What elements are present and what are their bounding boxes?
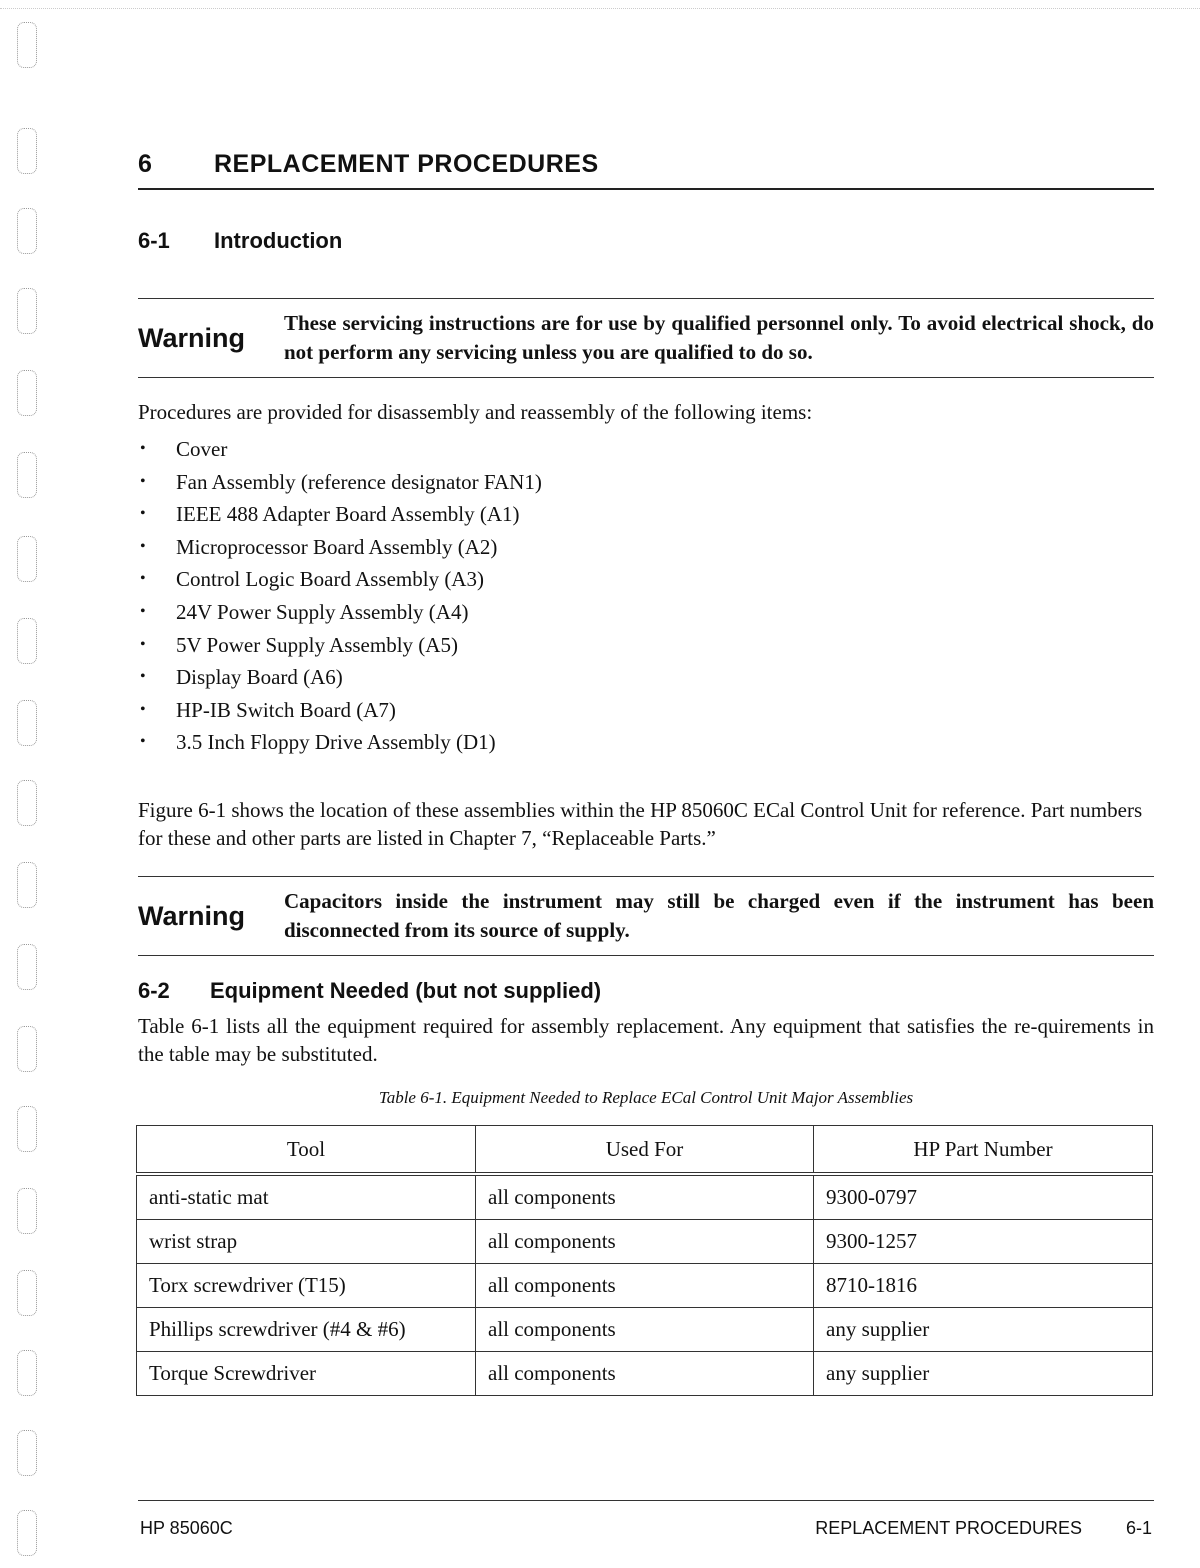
binder-hole: [17, 1188, 37, 1234]
footer-right: [815, 1518, 1152, 1539]
table-caption: Table 6-1. Equipment Needed to Replace ECal Control Unit Major Assemblies: [378, 1088, 914, 1107]
list-item: [138, 694, 1154, 727]
cell-tool: wrist strap: [137, 1220, 476, 1264]
table-row: [137, 1264, 1153, 1308]
scan-edge: [0, 8, 1200, 9]
page-number: 6-1: [1125, 1518, 1152, 1538]
binder-hole: [17, 700, 37, 746]
binder-hole: [17, 1350, 37, 1396]
cell-part-number: any supplier: [814, 1308, 1153, 1352]
bullet-icon: •: [140, 733, 146, 751]
cell-used-for: all components: [476, 1220, 814, 1264]
table-row: [137, 1174, 1153, 1220]
intro-paragraph: Procedures are provided for disassembly and reassembly of the following items:: [138, 400, 813, 424]
bullet-icon: •: [140, 635, 146, 653]
binder-hole: [17, 1270, 37, 1316]
binder-hole: [17, 1026, 37, 1072]
binder-hole: [17, 128, 37, 174]
table-row: [137, 1308, 1153, 1352]
binder-hole: [17, 1430, 37, 1476]
bullet-icon: •: [140, 537, 146, 555]
binder-hole: [17, 370, 37, 416]
warning-label: Warning: [138, 900, 245, 931]
bullet-icon: •: [140, 505, 146, 523]
binder-hole: [17, 862, 37, 908]
list-item-text: Control Logic Board Assembly (A3): [176, 567, 484, 592]
list-item: [138, 563, 1154, 596]
cell-used-for: all components: [476, 1264, 814, 1308]
cell-tool: Torx screwdriver (T15): [137, 1264, 476, 1308]
binder-hole: [17, 618, 37, 664]
list-item-text: Microprocessor Board Assembly (A2): [176, 534, 498, 559]
bullet-icon: •: [140, 602, 146, 620]
table-header-row: [137, 1126, 1153, 1175]
section-heading-equipment: [138, 978, 1154, 1004]
list-item: [138, 661, 1154, 694]
chapter-heading: [138, 150, 1154, 179]
section-title: Introduction: [214, 228, 343, 253]
list-item-text: 3.5 Inch Floppy Drive Assembly (D1): [176, 730, 496, 755]
section-number: 6-1: [138, 228, 170, 253]
equipment-table: [136, 1125, 1153, 1396]
binder-hole: [17, 452, 37, 498]
list-item-text: Fan Assembly (reference designator FAN1): [176, 469, 542, 494]
binder-hole: [17, 22, 37, 68]
list-item-text: 24V Power Supply Assembly (A4): [176, 599, 469, 624]
binder-hole: [17, 944, 37, 990]
section-number: 6-2: [138, 978, 170, 1003]
warning-text: These servicing instructions are for use by qualified personnel only. To avoid electrical shock, do not perform any servicing unless you are qualified to do so.: [284, 311, 1154, 364]
list-item-text: Cover: [176, 437, 228, 461]
cell-part-number: 9300-0797: [814, 1174, 1153, 1220]
warning-text: Capacitors inside the instrument may still be charged even if the instrument has been disconnected from its source of supply.: [284, 889, 1154, 942]
bullet-icon: •: [140, 472, 146, 490]
list-item: [138, 629, 1154, 662]
binder-hole: [17, 536, 37, 582]
cell-used-for: all components: [476, 1352, 814, 1396]
list-item-text: Display Board (A6): [176, 665, 343, 690]
bullet-icon: •: [140, 570, 146, 588]
column-header-part-number: HP Part Number: [814, 1126, 1153, 1175]
list-item: [138, 466, 1154, 499]
bullet-icon: •: [140, 440, 146, 457]
footer-rule: [138, 1500, 1154, 1501]
table-row: [137, 1220, 1153, 1264]
cell-part-number: 8710-1816: [814, 1264, 1153, 1308]
binder-hole: [17, 1510, 37, 1556]
table-row: [137, 1352, 1153, 1396]
cell-used-for: all components: [476, 1174, 814, 1220]
warning-box: [138, 298, 1154, 378]
list-item-text: IEEE 488 Adapter Board Assembly (A1): [176, 502, 520, 527]
warning-label: Warning: [138, 322, 245, 353]
cell-tool: Phillips screwdriver (#4 & #6): [137, 1308, 476, 1352]
chapter-title: REPLACEMENT PROCEDURES: [214, 150, 599, 178]
section-heading-introduction: [138, 228, 1154, 254]
bullet-icon: •: [140, 668, 146, 686]
cell-tool: Torque Screwdriver: [137, 1352, 476, 1396]
column-header-used-for: Used For: [476, 1126, 814, 1175]
bullet-icon: •: [140, 700, 146, 718]
assembly-list: [138, 433, 1154, 759]
binder-hole: [17, 780, 37, 826]
chapter-number: 6: [138, 150, 153, 178]
list-item-text: HP-IB Switch Board (A7): [176, 697, 396, 722]
equipment-paragraph: Table 6-1 lists all the equipment required for assembly replacement. Any equipment that satisfies the re-quirements in the table may be substituted.: [138, 1014, 1154, 1066]
cell-tool: anti-static mat: [137, 1174, 476, 1220]
list-item: [138, 433, 1154, 466]
list-item-text: 5V Power Supply Assembly (A5): [176, 632, 458, 657]
list-item: [138, 531, 1154, 564]
cell-part-number: any supplier: [814, 1352, 1153, 1396]
warning-box: [138, 876, 1154, 956]
list-item: [138, 726, 1154, 759]
footer-section: REPLACEMENT PROCEDURES: [815, 1518, 1082, 1538]
footer-product: HP 85060C: [140, 1518, 233, 1538]
binder-hole: [17, 1106, 37, 1152]
cell-used-for: all components: [476, 1308, 814, 1352]
binder-hole: [17, 208, 37, 254]
cell-part-number: 9300-1257: [814, 1220, 1153, 1264]
chapter-rule: [138, 188, 1154, 190]
list-item: [138, 498, 1154, 531]
binder-hole: [17, 288, 37, 334]
figure-reference-paragraph: Figure 6-1 shows the location of these assemblies within the HP 85060C ECal Control Unit for reference. Part numbers for these and other parts are listed in Chapter 7, “Replaceable Parts.”: [138, 798, 1143, 850]
column-header-tool: Tool: [137, 1126, 476, 1175]
section-title: Equipment Needed (but not supplied): [210, 978, 602, 1003]
list-item: [138, 596, 1154, 629]
